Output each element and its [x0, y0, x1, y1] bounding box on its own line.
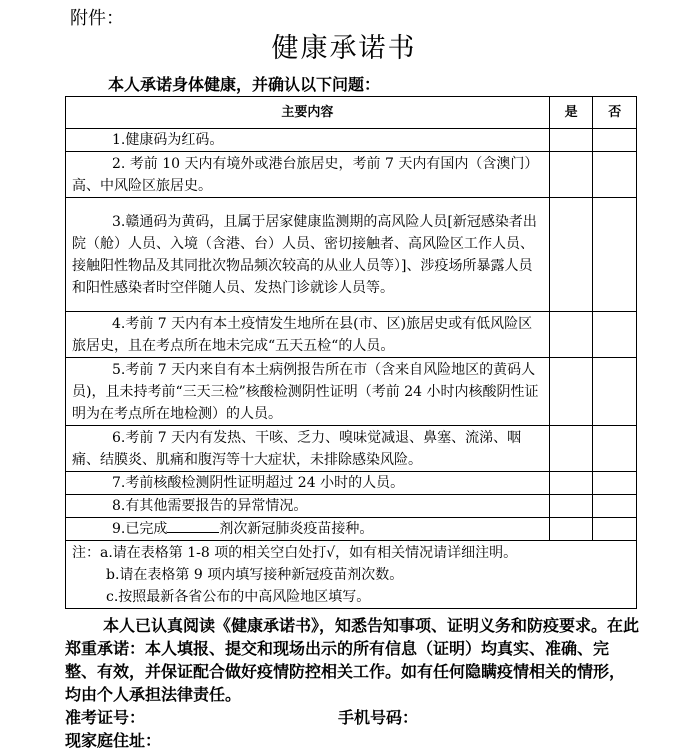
- table-row: [66, 129, 637, 152]
- item-4-yes-cell[interactable]: [549, 312, 593, 358]
- exam-id-field[interactable]: 准考证号：: [65, 708, 146, 727]
- item-6-text: 6.考前 7 天内有发热、干咳、乏力、嗅味觉减退、鼻塞、流涕、咽痛、结膜炎、肌痛和腹泻等十大症状，未排除感染风险。: [72, 429, 522, 468]
- item-2-yes-cell[interactable]: [549, 152, 593, 198]
- health-questionnaire-table: [65, 96, 637, 609]
- item-9-suffix: 剂次新冠肺炎疫苗接种。: [219, 521, 374, 537]
- table-row: [66, 472, 637, 495]
- item-7-no-cell[interactable]: [593, 472, 637, 495]
- note-a: a.请在表格第 1-8 项的相关空白处打√，如有相关情况请详细注明。: [100, 544, 518, 561]
- item-6-yes-cell[interactable]: [549, 426, 593, 472]
- item-2-no-cell[interactable]: [593, 152, 637, 198]
- table-row: [66, 426, 637, 472]
- item-6-no-cell[interactable]: [593, 426, 637, 472]
- note-c: c.按照最新各省公布的中高风险地区填写。: [106, 588, 371, 605]
- table-row: [66, 358, 637, 426]
- header-yes: 是: [549, 97, 593, 129]
- item-5-text: 5.考前 7 天内来自有本土病例报告所在市（含来自风险地区的黄码人员)，且未持考前“三天三检”核酸检测阴性证明（考前 24 小时内核酸阴性证明为在考点所在地检测）的人员。: [72, 361, 539, 422]
- item-1-no-cell[interactable]: [593, 129, 637, 152]
- header-no: 否: [593, 97, 637, 129]
- item-4-no-cell[interactable]: [593, 312, 637, 358]
- declaration-text: 本人已认真阅读《健康承诺书》，知悉告知事项、证明义务和防疫要求。在此郑重承诺：本人填报、提交和现场出示的所有信息（证明）均真实、准确、完整、有效，并保证配合做好疫情防控相关工作。如有任何隐瞒疫情相关的情形，均由个人承担法律责任。: [65, 616, 640, 704]
- item-1-yes-cell[interactable]: [549, 129, 593, 152]
- item-4-text: 4.考前 7 天内有本土疫情发生地所在县(市、区)旅居史或有低风险区旅居史，且在考点所在地未完成“五天五检“的人员。: [72, 315, 533, 354]
- item-1-text: 1.健康码为红码。: [112, 132, 224, 148]
- notes-label: 注：: [72, 544, 100, 561]
- notes-row: [66, 541, 637, 609]
- note-b: b.请在表格第 9 项内填写接种新冠疫苗剂次数。: [106, 566, 404, 583]
- promise-heading: 本人承诺身体健康，并确认以下问题：: [108, 75, 381, 94]
- item-3-text: 3.赣通码为黄码，且属于居家健康监测期的高风险人员[新冠感染者出院（舱）人员、入境（含港、台）人员、密切接触者、高风险区工作人员、接触阳性物品及其同批次物品频次较高的从业人员等）]、涉疫场所暴露人员和阳性感染者时空伴随人员、发热门诊就诊人员等。: [72, 213, 537, 296]
- vaccine-dose-blank[interactable]: [167, 518, 219, 533]
- item-7-yes-cell[interactable]: [549, 472, 593, 495]
- attachment-label: 附件：: [70, 8, 124, 29]
- document-title: 健康承诺书: [271, 33, 417, 64]
- declaration-block: [65, 614, 639, 706]
- item-7-text: 7.考前核酸检测阴性证明超过 24 小时的人员。: [112, 475, 405, 491]
- item-9-no-cell[interactable]: [593, 518, 637, 541]
- phone-field[interactable]: 手机号码：: [338, 708, 419, 727]
- item-8-yes-cell[interactable]: [549, 495, 593, 518]
- table-row: [66, 312, 637, 358]
- item-8-no-cell[interactable]: [593, 495, 637, 518]
- item-3-yes-cell[interactable]: [549, 198, 593, 312]
- item-3-no-cell[interactable]: [593, 198, 637, 312]
- table-row: [66, 518, 637, 541]
- item-9-yes-cell[interactable]: [549, 518, 593, 541]
- table-row: [66, 198, 637, 312]
- item-2-text: 2. 考前 10 天内有境外或港台旅居史，考前 7 天内有国内（含澳门）高、中风险区旅居史。: [72, 155, 539, 194]
- address-field[interactable]: 现家庭住址：: [65, 731, 162, 750]
- item-5-yes-cell[interactable]: [549, 358, 593, 426]
- item-9-prefix: 9.已完成: [112, 521, 168, 537]
- header-content: 主要内容: [66, 97, 550, 129]
- item-8-text: 8.有其他需要报告的异常情况。: [112, 498, 308, 514]
- table-row: [66, 495, 637, 518]
- table-row: [66, 152, 637, 198]
- item-5-no-cell[interactable]: [593, 358, 637, 426]
